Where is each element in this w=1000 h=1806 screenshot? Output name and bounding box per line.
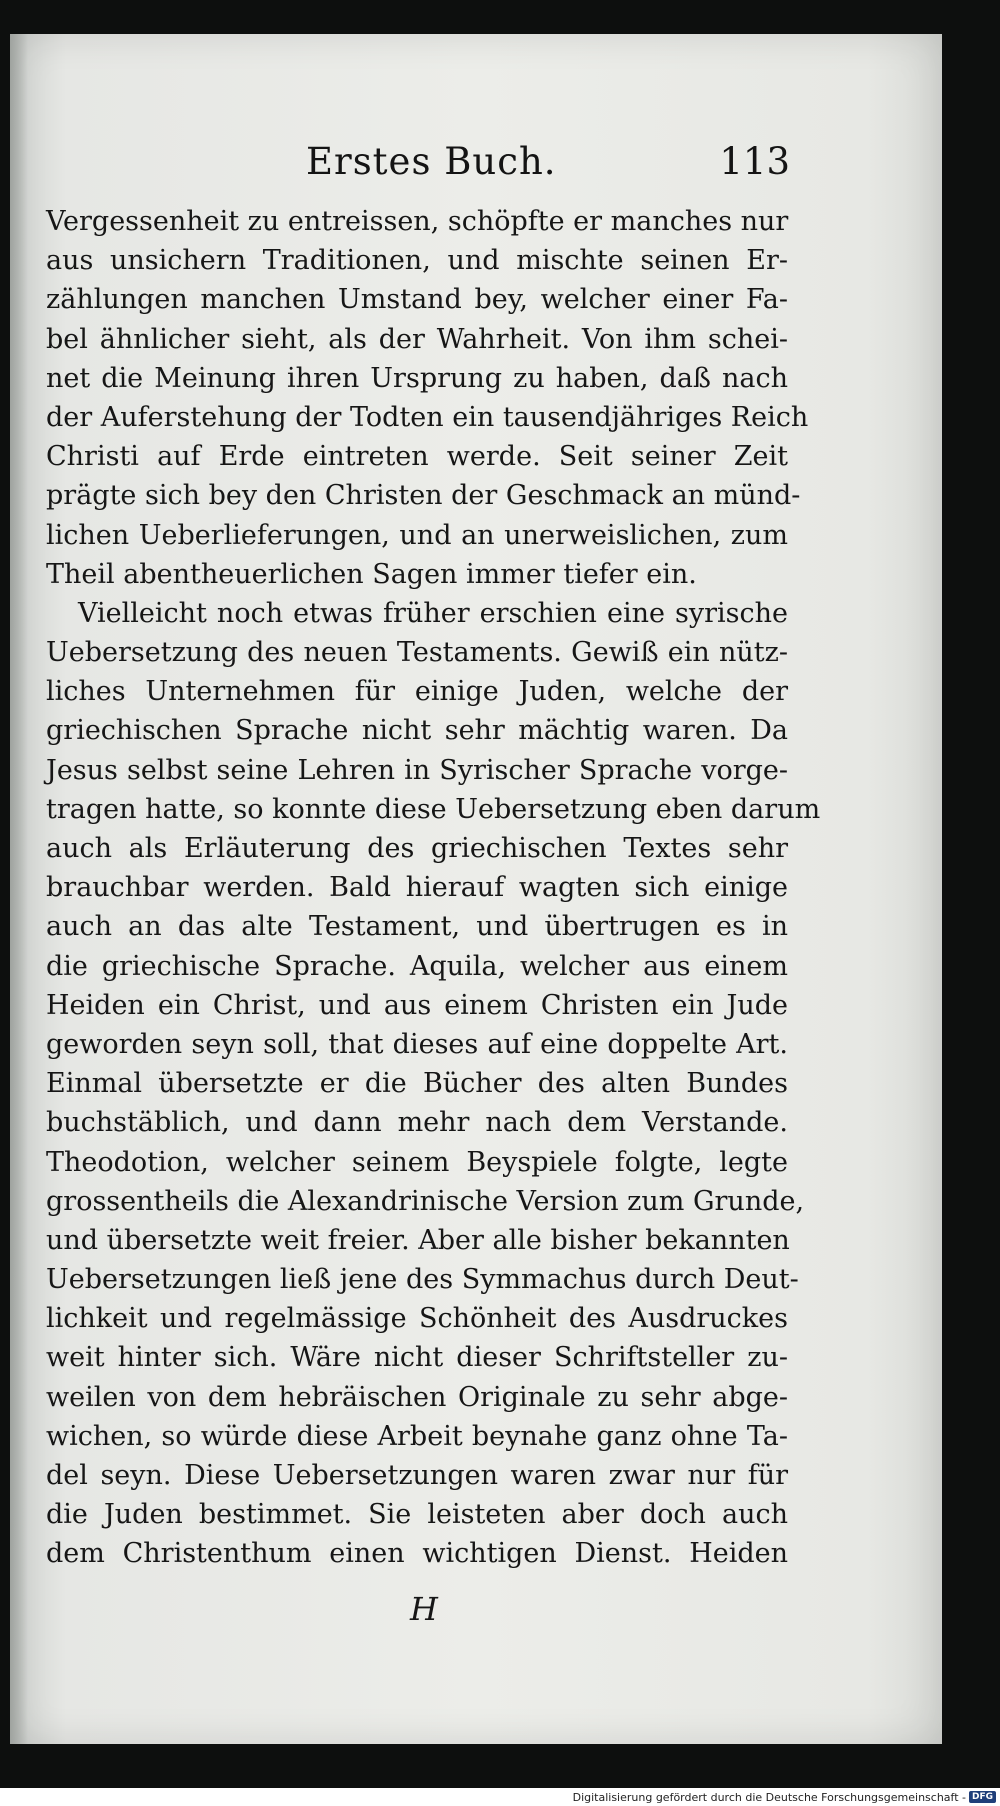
- text-line: lichen Ueberlieferungen, und an unerweislichen, zum: [46, 519, 788, 551]
- running-title: Erstes Buch.: [306, 140, 557, 183]
- text-line: Heiden ein Christ, und aus einem Christen ein Jude: [46, 989, 788, 1021]
- text-line: prägte sich bey den Christen der Geschmack an münd-: [46, 480, 801, 512]
- text-line: Uebersetzung des neuen Testaments. Gewiß ein nütz-: [46, 637, 788, 669]
- funding-credit: Digitalisierung gefördert durch die Deutsche Forschungsgemeinschaft -: [572, 1790, 966, 1804]
- text-line: Vergessenheit zu entreissen, schöpfte er manches nur: [46, 206, 789, 237]
- page-header: [10, 140, 942, 190]
- body-text: [46, 202, 821, 1574]
- text-line: auch an das alte Testament, und übertrugen es in: [46, 911, 788, 943]
- text-line: griechischen Sprache nicht sehr mächtig waren. Da: [46, 715, 788, 747]
- text-line: buchstäblich, und dann mehr nach dem Verstande.: [46, 1107, 788, 1139]
- text-line: geworden seyn soll, that dieses auf eine doppelte Art.: [46, 1028, 788, 1060]
- text-line: die Juden bestimmet. Sie leisteten aber doch auch: [46, 1499, 788, 1531]
- book-page: [10, 34, 942, 1744]
- text-line: Theodotion, welcher seinem Beyspiele folgte, legte: [46, 1146, 788, 1178]
- text-line: brauchbar werden. Bald hierauf wagten sich einige: [46, 872, 788, 904]
- signature-mark: H: [410, 1590, 438, 1628]
- text-line: Einmal übersetzte er die Bücher des alten Bundes: [46, 1068, 788, 1100]
- text-line: Uebersetzungen ließ jene des Symmachus durch Deut-: [46, 1264, 799, 1296]
- text-line: Jesus selbst seine Lehren in Syrischer Sprache vorge-: [46, 754, 788, 786]
- text-line: die griechische Sprache. Aquila, welcher aus einem: [46, 950, 788, 982]
- text-line: zählungen manchen Umstand bey, welcher einer Fa-: [46, 284, 788, 316]
- page-number: 113: [719, 140, 790, 183]
- text-line: del seyn. Diese Uebersetzungen waren zwar nur für: [46, 1460, 788, 1491]
- text-line: und übersetzte weit freier. Aber alle bisher bekannten: [46, 1224, 790, 1256]
- text-line: aus unsichern Traditionen, und mischte seinen Er-: [46, 245, 788, 277]
- text-line: wichen, so würde diese Arbeit beynahe ganz ohne Ta-: [46, 1420, 788, 1452]
- text-line: auch als Erläuterung des griechischen Textes sehr: [46, 833, 788, 864]
- text-line: Vielleicht noch etwas früher erschien eine syrische: [78, 597, 788, 629]
- text-line: weilen von dem hebräischen Originale zu sehr abge-: [46, 1381, 788, 1413]
- text-line: liches Unternehmen für einige Juden, welche der: [46, 676, 788, 708]
- text-line: dem Christenthum einen wichtigen Dienst. Heiden: [46, 1538, 788, 1570]
- text-line: Theil abentheuerlichen Sagen immer tiefer ein.: [46, 558, 697, 590]
- digitization-footer: [573, 1789, 996, 1805]
- text-line: Christi auf Erde eintreten werde. Seit seiner Zeit: [46, 441, 788, 473]
- text-line: net die Meinung ihren Ursprung zu haben, daß nach: [46, 362, 788, 394]
- text-line: grossentheils die Alexandrinische Version zum Grunde,: [46, 1185, 805, 1217]
- text-line: bel ähnlicher sieht, als der Wahrheit. Von ihm schei-: [46, 323, 788, 355]
- text-line: der Auferstehung der Todten ein tausendjähriges Reich: [46, 401, 809, 433]
- text-line: lichkeit und regelmässige Schönheit des Ausdruckes: [46, 1303, 788, 1335]
- text-line: tragen hatte, so konnte diese Uebersetzung eben darum: [46, 793, 821, 825]
- dfg-logo: DFG: [969, 1791, 996, 1803]
- text-line: weit hinter sich. Wäre nicht dieser Schriftsteller zu-: [46, 1342, 788, 1374]
